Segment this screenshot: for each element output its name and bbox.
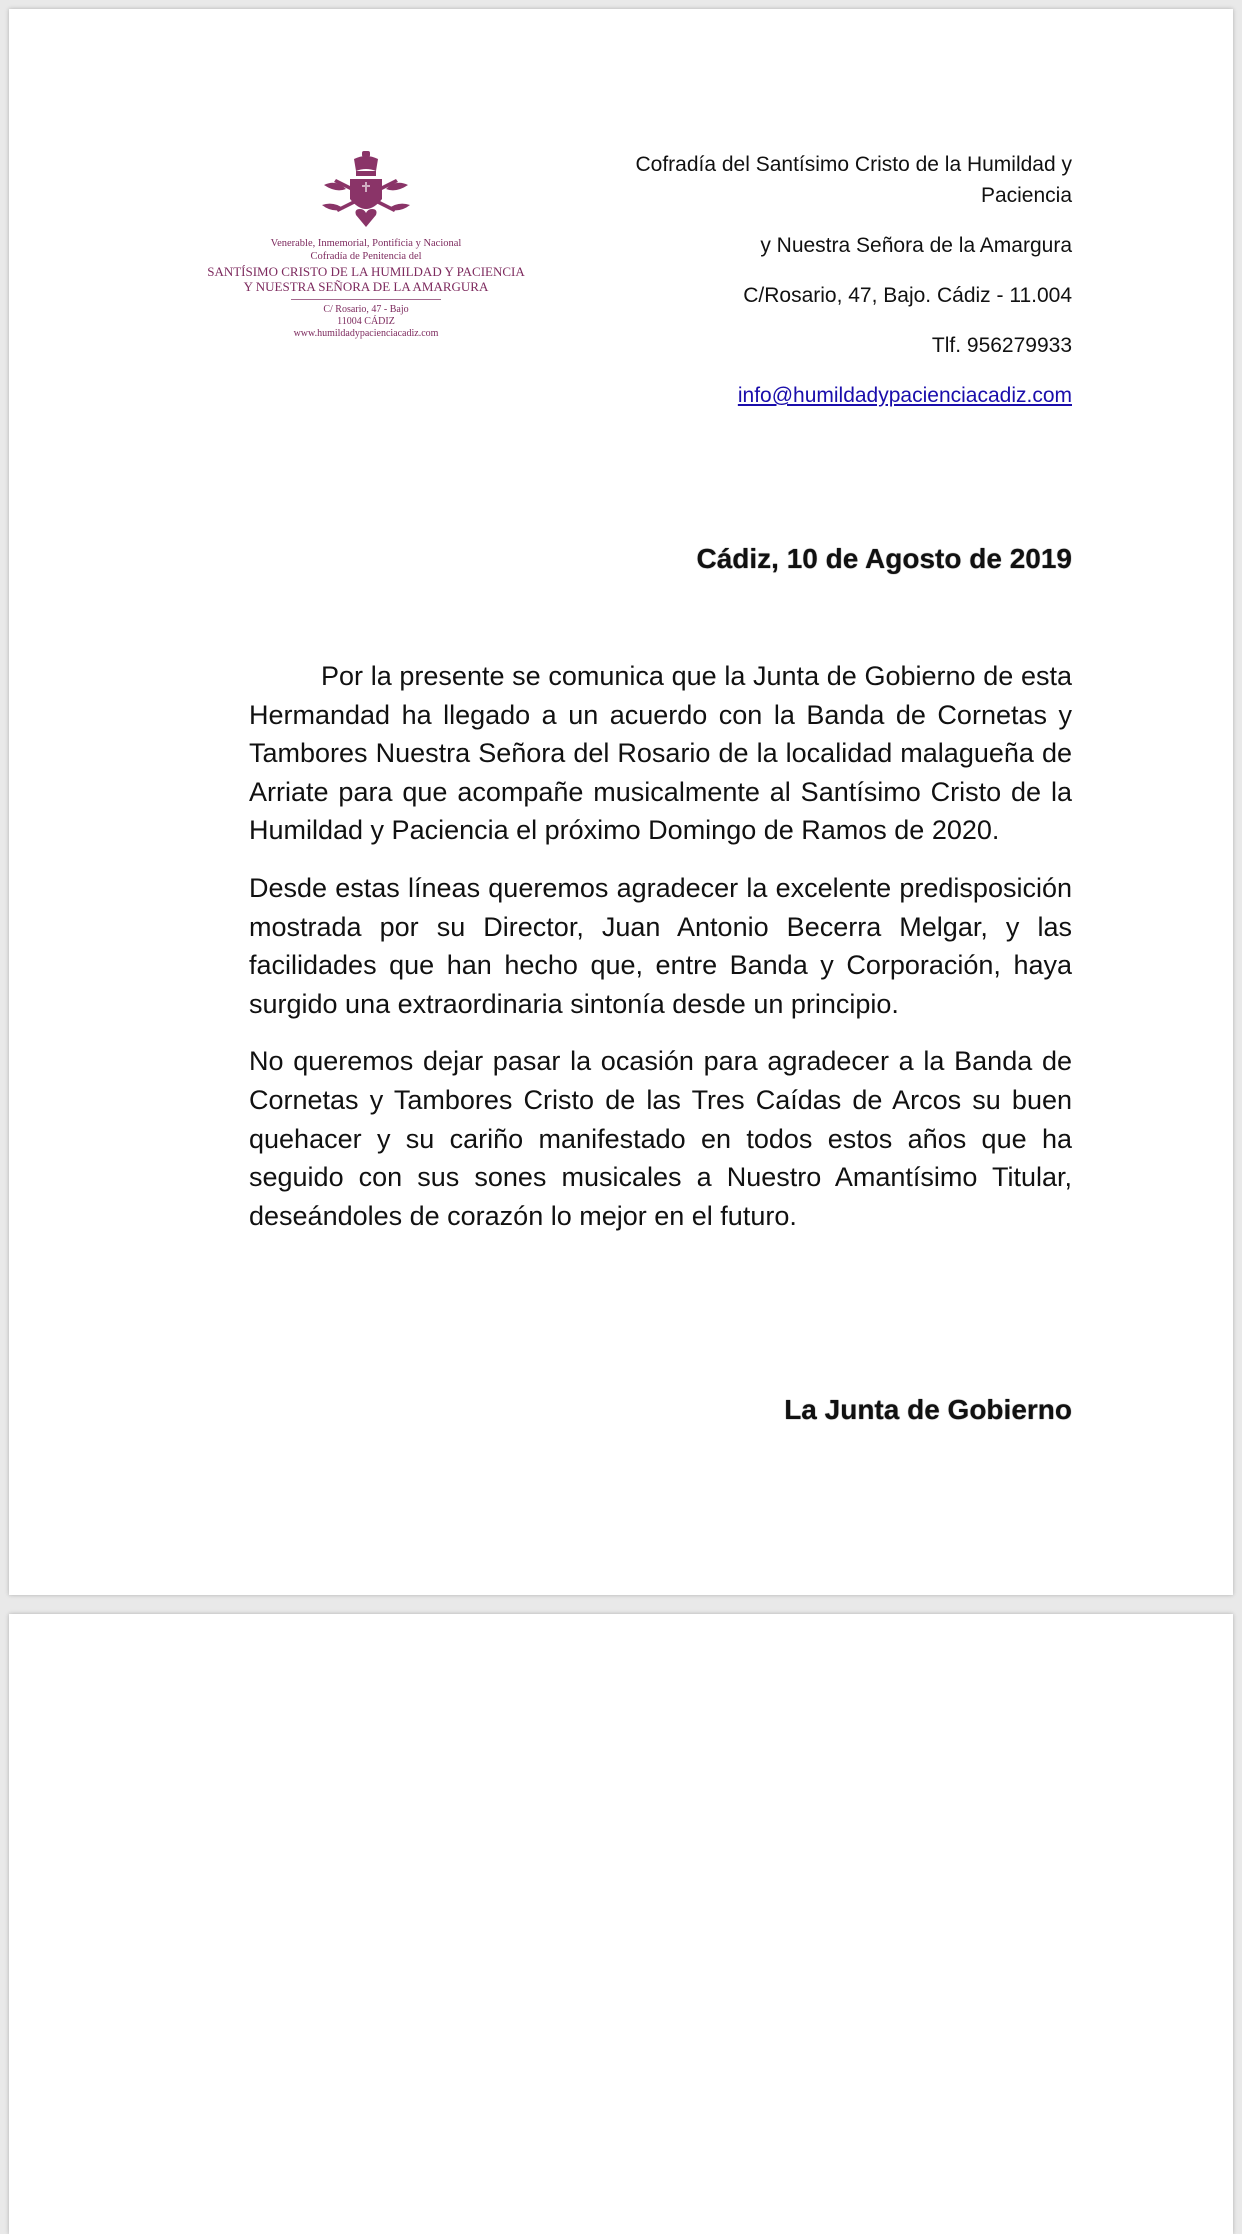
logo-title-line-4: Y NUESTRA SEÑORA DE LA AMARGURA xyxy=(243,279,489,294)
postal-address: C/Rosario, 47, Bajo. Cádiz - 11.004 xyxy=(743,284,1072,307)
logo-title-line-2: Cofradía de Penitencia del xyxy=(310,251,422,262)
email-paragraph xyxy=(552,380,1072,411)
logo-divider xyxy=(291,299,441,300)
brotherhood-logo xyxy=(194,149,538,369)
document-page-1 xyxy=(9,9,1233,1595)
letter-date: Cádiz, 10 de Agosto de 2019 xyxy=(696,543,1072,574)
logo-address-line-1: C/ Rosario, 47 - Bajo xyxy=(323,304,409,315)
organization-name-continued: y Nuestra Señora de la Amargura xyxy=(760,234,1072,257)
body-paragraph: Desde estas líneas queremos agradecer la excelente predisposición mostrada por su Director, Juan Antonio Becerra Melgar, y las facilidades que han hecho que, entre Banda y Corporación, haya surgido una extraordinaria sintonía desde un principio. xyxy=(249,872,1072,1019)
logo-title-line-3: SANTÍSIMO CRISTO DE LA HUMILDAD Y PACIENCIA xyxy=(207,264,525,279)
logo-title-line-1: Venerable, Inmemorial, Pontificia y Nacional xyxy=(270,238,462,249)
body-paragraph: Por la presente se comunica que la Junta de Gobierno de esta Hermandad ha llegado a un acuerdo con la Banda de Cornetas y Tambores Nuestra Señora del Rosario de la localidad malagueña de Arriate para que acompañe musicalmente al Santísimo Cristo de la Humildad y Paciencia el próximo Domingo de Ramos de 2020. xyxy=(249,661,1072,846)
signature: La Junta de Gobierno xyxy=(784,1394,1072,1425)
document-page-2 xyxy=(9,1614,1233,2234)
phone-number: Tlf. 956279933 xyxy=(931,334,1072,357)
logo-address-line-2: 11004 CÁDIZ xyxy=(337,316,395,327)
organization-name: Cofradía del Santísimo Cristo de la Humildad y Paciencia xyxy=(635,153,1072,207)
letterhead-contact xyxy=(552,149,1072,430)
logo-website: www.humildadypacienciacadiz.com xyxy=(293,328,439,339)
letter-body xyxy=(249,657,1072,1254)
email-link[interactable]: info@humildadypacienciacadiz.com xyxy=(737,384,1072,407)
coat-of-arms-icon xyxy=(316,149,416,231)
body-paragraph: No queremos dejar pasar la ocasión para agradecer a la Banda de Cornetas y Tambores Cristo de las Tres Caídas de Arcos su buen quehacer y su cariño manifestado en todos estos años que ha seguido con sus sones musicales a Nuestro Amantísimo Titular, deseándoles de corazón lo mejor en el futuro. xyxy=(249,1046,1072,1231)
